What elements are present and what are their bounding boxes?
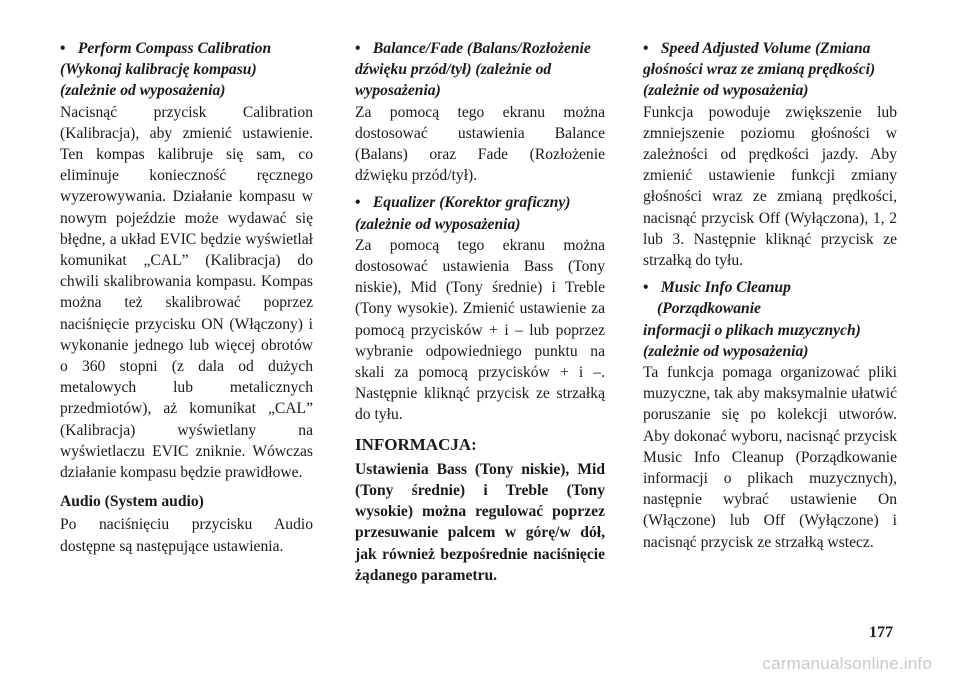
bullet-line: dźwięku przód/tył) (zależnie od	[355, 61, 552, 79]
bullet-line: Balance/Fade (Balans/Rozłożenie	[372, 40, 591, 57]
bullet-line: wyposażenia)	[355, 82, 441, 100]
bullet-line: Music Info Cleanup (Porządkowanie	[657, 279, 791, 318]
page-number: 177	[869, 624, 893, 641]
bullet-line: Perform Compass Calibration	[77, 40, 272, 57]
column-right	[643, 38, 897, 553]
paragraph-balance-fade: Za pomocą tego ekranu można dostosować ustawienia Balance (Balans) oraz Fade (Rozłożenie dźwięku przód/tył).	[355, 103, 605, 185]
paragraph-equalizer: Za pomocą tego ekranu można dostosować ustawienia Bass (Tony niskie), Mid (Tony średnie) i Treble (Tony wysokie). Zmienić ustawienie za pomocą przycisków + i – lub poprzez wybranie odpowiedniego punktu na skali za pomocą przycisków + i –. Następnie kliknąć przycisk ze strzałką do tyłu.	[355, 236, 605, 424]
bullet-line: (zależnie od wyposażenia)	[643, 342, 809, 360]
bullet-line: (zależnie od wyposażenia)	[60, 82, 226, 100]
note-paragraph: Ustawienia Bass (Tony niskie), Mid (Tony średnie) i Treble (Tony wysokie) można regulować poprzez przesuwanie palcem w górę/w dół, jak również bezpośrednie naciśnięcie żądanego parametru.	[355, 460, 605, 584]
bullet-line: głośności wraz ze zmianą prędkości)	[643, 61, 876, 79]
bullet-line: informacji o plikach muzycznych)	[643, 321, 861, 339]
bullet-line: (Wykonaj kalibrację kompasu)	[60, 61, 257, 79]
bullet-line: Equalizer (Korektor graficzny)	[372, 194, 571, 212]
watermark: carmanualsonline.info	[762, 654, 932, 673]
column-middle	[355, 38, 605, 586]
note-heading: INFORMACJA:	[355, 434, 477, 454]
bullet-heading-equalizer	[355, 192, 605, 234]
bullet-heading-speed-adjusted-volume	[643, 38, 897, 102]
paragraph-audio-intro: Po naciśnięciu przycisku Audio dostępne są następujące ustawienia.	[60, 516, 313, 555]
paragraph-music-info-cleanup: Ta funkcja pomaga organizować pliki muzyczne, tak aby maksymalnie ułatwić poruszanie się po kolekcji utworów. Aby dokonać wyboru, nacisnąć przycisk Music Info Cleanup (Porządkowanie informacji o plikach muzycznych), następnie wybrać ustawienie On (Włączone) lub Off (Wyłączone) i nacisnąć przycisk ze strzałką wstecz.	[643, 364, 897, 551]
bullet-heading-compass-calibration	[60, 38, 313, 102]
bullet-line: (zależnie od wyposażenia)	[355, 215, 521, 233]
bullet-heading-balance-fade	[355, 38, 605, 102]
bullet-heading-music-info-cleanup	[643, 277, 897, 362]
bullet-line: (zależnie od wyposażenia)	[643, 82, 809, 100]
section-heading-audio: Audio (System audio)	[60, 493, 204, 511]
column-left	[60, 38, 313, 557]
paragraph-compass-calibration: Nacisnąć przycisk Calibration (Kalibracja), aby zmienić ustawienie. Ten kompas kalibruje się sam, co eliminuje konieczność ręcznego wyzerowywania. Działanie kompasu w nowym pojeździe może wydawać się błędne, a układ EVIC będzie wyświetlał komunikat „CAL” (Kalibracja) do chwili skalibrowania kompasu. Kompas można też skalibrować poprzez naciśnięcie przycisku ON (Włączony) i wykonanie jednego lub więcej obrotów o 360 stopni (z dala od dużych metalowych lub metalicznych przedmiotów), aż komunikat „CAL” (Kalibracja) wyświetlany na wyświetlaczu EVIC zniknie. Wówczas działanie kompasu będzie prawidłowe.	[60, 103, 313, 482]
bullet-line: Speed Adjusted Volume (Zmiana	[660, 40, 871, 57]
paragraph-speed-adjusted-volume: Funkcja powoduje zwiększenie lub zmniejszenie poziomu głośności w zależności od prędkości jazdy. Aby zmienić ustawienie funkcji zmiany głośności wraz ze zmianą prędkości, nacisnąć przycisk Off (Wyłączona), 1, 2 lub 3. Następnie kliknąć przycisk ze strzałką do tyłu.	[643, 103, 897, 270]
